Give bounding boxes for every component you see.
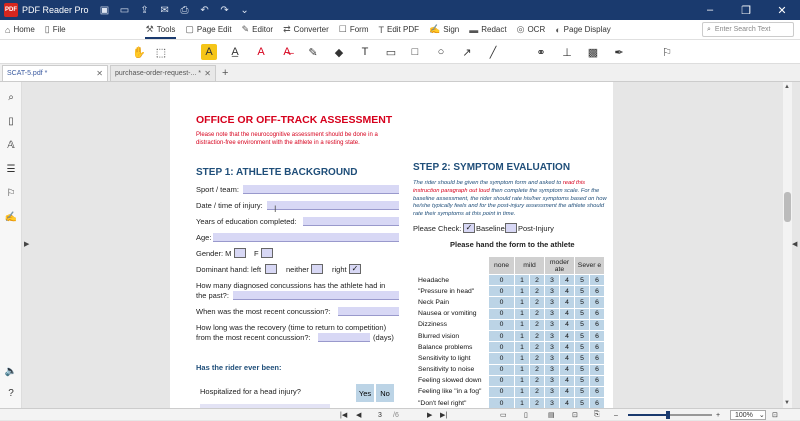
symptom-score-5[interactable]: 5 [575,353,590,364]
symptom-score-6[interactable]: 6 [590,275,605,286]
symptom-label: Balance problems [416,342,489,353]
tab-form[interactable] [334,20,374,40]
days-label: (days) [373,333,394,342]
symptom-row [416,398,605,408]
symptom-score-4[interactable]: 4 [560,398,575,408]
fit-width-icon[interactable]: ⊡ [572,412,578,419]
recent-field[interactable] [338,307,399,316]
symptom-score-0[interactable]: 0 [489,375,515,386]
symptom-score-5[interactable]: 5 [575,319,590,330]
symptom-score-0[interactable]: 0 [489,386,515,397]
menu-bar [0,20,800,40]
concussions-label-2: the past?: [196,291,229,300]
menu-home-label: Home [13,25,35,34]
hand-right-label: right [332,265,347,274]
symptom-score-2[interactable]: 2 [530,330,545,341]
intro-red: read this instruction paragraph out loud [413,180,586,194]
edit-pdf-icon: T [378,24,384,35]
page-title: OFFICE OR OFF-TRACK ASSESSMENT [196,114,393,126]
symptom-col-header: none [489,257,515,275]
symptom-score-2[interactable]: 2 [530,398,545,408]
symptom-score-2[interactable]: 2 [530,342,545,353]
tab-page-edit[interactable] [180,20,236,40]
age-label: Age: [196,233,212,242]
symptom-score-4[interactable]: 4 [560,364,575,375]
bookmark-icon[interactable]: ⚐ [6,187,16,199]
date-label: Date / time of injury: [196,201,263,210]
tab-label: Form [349,25,369,34]
symptom-score-1[interactable]: 1 [515,275,530,286]
symptom-label: Neck Pain [416,297,489,308]
symptom-row [416,330,605,341]
symptom-score-5[interactable]: 5 [575,286,590,297]
image-icon[interactable]: ▩ [587,46,599,59]
symptom-label: "Pressure in head" [416,286,489,297]
symptom-score-3[interactable]: 3 [545,319,560,330]
recovery-label: How long was the recovery (time to return to competition) [196,323,387,332]
symptom-score-1[interactable]: 1 [515,286,530,297]
signature-icon[interactable]: ✒ [614,46,624,59]
last-page-icon[interactable]: ▶| [440,412,448,419]
scroll-up-icon[interactable]: ▲ [784,84,790,90]
symptom-label: "Don't feel right" [416,398,489,408]
line-icon[interactable]: ╱ [489,46,497,59]
app-title: PDF Reader Pro [22,5,89,15]
zoom-slider-fill [628,414,668,416]
scroll-view-icon[interactable]: ▤ [548,412,555,419]
symptom-score-3[interactable]: 3 [545,386,560,397]
search-icon[interactable]: ⌕ [8,91,14,103]
export-icon[interactable]: ⎘ [594,411,600,418]
help-icon[interactable]: ? [8,387,14,399]
single-page-icon[interactable]: ▭ [500,412,507,419]
symptom-score-1[interactable]: 1 [515,375,530,386]
step2-heading: STEP 2: SYMPTOM EVALUATION [413,162,571,173]
symptom-score-6[interactable]: 6 [590,375,605,386]
symptom-col-header: Sever e [575,257,605,275]
symptom-row [416,297,605,308]
print-icon[interactable]: ⎙ [180,4,189,16]
symptom-score-5[interactable]: 5 [575,364,590,375]
tools-icon: ⚒ [145,24,154,34]
zoom-slider-thumb[interactable] [666,411,670,419]
converter-icon: ⇄ [283,24,291,34]
symptom-score-3[interactable]: 3 [545,375,560,386]
symptom-score-3[interactable]: 3 [545,297,560,308]
symptom-score-4[interactable]: 4 [560,342,575,353]
highlight-icon[interactable]: A [201,44,217,60]
symptom-score-2[interactable]: 2 [530,353,545,364]
concussions-field[interactable] [233,291,399,300]
chevron-down-icon: ⌄ [758,412,765,419]
audio-icon[interactable]: 🔈 [4,365,18,377]
symptom-score-5[interactable]: 5 [575,375,590,386]
two-page-icon[interactable]: ▯ [524,412,528,419]
tab-label: Edit PDF [386,25,419,34]
annotation-toolbar [0,40,800,64]
hospitalized-options [356,384,396,402]
tab-page-display[interactable] [550,20,616,40]
years-label: Years of education completed: [196,217,297,226]
zoom-select[interactable] [730,410,766,420]
symptom-score-4[interactable]: 4 [560,308,575,319]
symptom-intro [413,180,611,219]
circle-icon[interactable]: ○ [437,46,445,58]
menu-home[interactable] [0,20,40,40]
tab-redact[interactable] [464,20,511,40]
symptom-row [416,386,605,397]
symptom-score-2[interactable]: 2 [530,364,545,375]
chevron-down-icon[interactable]: ⌄ [240,4,249,16]
recovery-label-2: from the most recent concussion?: [196,333,311,342]
minimize-icon[interactable]: – [706,4,714,16]
symptom-score-2[interactable]: 2 [530,319,545,330]
symptom-score-0[interactable]: 0 [489,330,515,341]
symptom-score-2[interactable]: 2 [530,386,545,397]
arrow-icon[interactable]: ↗ [462,46,472,59]
sport-field[interactable] [243,185,399,194]
tab-edit-pdf[interactable] [373,20,424,40]
gender-f-checkbox[interactable] [261,248,273,258]
symptom-score-1[interactable]: 1 [515,297,530,308]
zoom-in-icon[interactable]: + [716,411,721,419]
symptom-score-1[interactable]: 1 [515,386,530,397]
page-edit-icon: ▢ [185,24,194,34]
symptom-score-2[interactable]: 2 [530,375,545,386]
redact-icon: ▬ [469,24,479,35]
tab-tools[interactable] [141,20,181,40]
baseline-checkbox[interactable]: ✓ [463,223,475,233]
symptom-score-1[interactable]: 1 [515,398,530,408]
note-icon[interactable]: ▭ [385,46,397,59]
undo-icon[interactable]: ↶ [200,4,209,16]
save-icon[interactable]: ▣ [99,4,110,16]
age-field[interactable] [213,233,399,242]
symptom-score-4[interactable]: 4 [560,297,575,308]
symptom-score-2[interactable]: 2 [530,308,545,319]
gender-label: Gender: M [196,249,232,258]
outline-icon[interactable]: 𝔸 [7,139,15,151]
symptom-score-3[interactable]: 3 [545,308,560,319]
symptom-score-3[interactable]: 3 [545,364,560,375]
menu-file[interactable] [40,20,71,40]
symptom-score-0[interactable]: 0 [489,286,515,297]
symptom-col-header: mild [515,257,545,275]
symptom-col-header [416,257,489,275]
symptom-score-5[interactable]: 5 [575,398,590,408]
baseline-label: Baseline [476,224,505,233]
symptom-score-3[interactable]: 3 [545,286,560,297]
zoom-out-icon[interactable]: – [614,411,618,419]
doc-tab-label: SCAT-5.pdf * [7,70,48,77]
intro-text: The rider should be given the symptom form and asked to [413,180,563,186]
expand-left-icon[interactable]: ▶ [24,241,30,248]
symptom-row [416,353,605,364]
tab-label: Redact [481,25,507,34]
symptom-label: Feeling slowed down [416,375,489,386]
current-page[interactable]: 3 [378,411,382,419]
symptom-score-3[interactable]: 3 [545,275,560,286]
symptom-label: Sensitivity to noise [416,364,489,375]
symptom-score-1[interactable]: 1 [515,308,530,319]
select-icon[interactable]: ⬚ [155,46,167,59]
intro-text-2: then complete the symptom scale. For the baseline assessment, the rider should rate his/her symptoms based on how he/she typically feels and for the post-injury assessment the athlete should rate their symptoms at this point in time. [413,187,607,218]
symptom-row [416,286,605,297]
editor-icon: ✎ [241,24,250,34]
tab-ocr[interactable] [512,20,551,40]
symptom-score-4[interactable]: 4 [560,330,575,341]
scroll-thumb[interactable] [784,192,791,222]
page-total: /6 [393,411,399,419]
symptom-score-5[interactable]: 5 [575,330,590,341]
symptom-score-5[interactable]: 5 [575,308,590,319]
tab-label: Page Edit [196,25,232,34]
app-logo: PDF [4,3,18,17]
doc-tab-label: purchase-order-request-... * [115,70,201,77]
symptom-score-1[interactable]: 1 [515,364,530,375]
link-icon[interactable]: ⚭ [536,46,546,59]
hand-icon[interactable]: ✋ [132,46,146,59]
vertical-scrollbar[interactable] [783,82,792,408]
symptom-table-header [416,257,605,275]
eraser-icon[interactable]: ◆ [334,46,344,59]
symptom-row [416,275,605,286]
recent-label: When was the most recent concussion?: [196,307,331,316]
sign-icon: ✍ [429,24,441,34]
file-icon: ▯ [44,24,50,34]
post-injury-label: Post-Injury [518,224,554,233]
scroll-down-icon[interactable]: ▼ [784,400,790,406]
doc-tab[interactable] [110,65,216,81]
gender-m-checkbox[interactable] [234,248,246,258]
symptom-score-0[interactable]: 0 [489,398,515,408]
symptom-score-4[interactable]: 4 [560,353,575,364]
sport-label: Sport / team: [196,185,239,194]
symptom-score-0[interactable]: 0 [489,319,515,330]
rider-heading: Has the rider ever been: [196,363,282,372]
share-icon[interactable]: ⇪ [140,4,149,16]
close-icon[interactable]: ✕ [204,69,211,78]
pdf-page [170,82,613,408]
mail-icon[interactable]: ✉ [160,4,169,16]
tab-label: Page Display [563,25,611,34]
doc-tab-active[interactable] [2,65,108,81]
folder-icon[interactable]: ▭ [119,4,130,16]
hand-neither-label: neither [286,265,309,274]
tab-label: Converter [293,25,329,34]
concussions-label: How many diagnosed concussions has the athlete had in [196,281,386,290]
form-icon: ☐ [338,24,347,34]
symptom-score-2[interactable]: 2 [530,297,545,308]
hand-left-checkbox[interactable] [265,264,277,274]
symptom-score-6[interactable]: 6 [590,308,605,319]
left-sidebar [0,82,22,408]
symptom-score-5[interactable]: 5 [575,275,590,286]
date-field[interactable] [267,201,399,210]
symptom-score-6[interactable]: 6 [590,330,605,341]
restore-icon[interactable]: ❐ [741,4,751,17]
symptom-label: Nausea or vomiting [416,308,489,319]
text-icon[interactable]: T [361,46,369,58]
first-page-icon[interactable]: |◀ [340,412,348,419]
squiggly-icon[interactable]: A [257,46,265,58]
symptom-label: Headache [416,275,489,286]
symptom-score-2[interactable]: 2 [530,275,545,286]
years-field[interactable] [303,217,399,226]
symptom-score-2[interactable]: 2 [530,286,545,297]
close-icon[interactable]: ✕ [96,69,103,78]
hand-form-instruction: Please hand the form to the athlete [450,240,575,249]
symptom-score-4[interactable]: 4 [560,386,575,397]
tab-sign[interactable] [424,20,464,40]
hand-neither-checkbox[interactable] [311,264,323,274]
tab-label: Tools [156,25,176,34]
rectangle-icon[interactable]: □ [411,46,419,58]
symptom-score-5[interactable]: 5 [575,342,590,353]
bookmark-icon[interactable]: ⚐ [662,46,672,59]
symptom-row [416,308,605,319]
symptom-score-1[interactable]: 1 [515,319,530,330]
symptom-label: Blurred vision [416,330,489,341]
tab-label: Sign [443,25,460,34]
symptom-label: Sensitivity to light [416,353,489,364]
strikeout-icon[interactable]: A̶ [283,46,291,58]
symptom-score-3[interactable]: 3 [545,398,560,408]
underline-icon[interactable]: A̲ [231,46,239,58]
dominant-hand-label: Dominant hand: left [196,265,262,274]
symptom-score-6[interactable]: 6 [590,398,605,408]
close-icon[interactable]: ✕ [777,4,787,17]
hospitalized-label: Hospitalized for a head injury? [200,387,301,396]
symptom-score-0[interactable]: 0 [489,275,515,286]
symptom-score-4[interactable]: 4 [560,375,575,386]
tab-editor[interactable] [237,20,278,40]
symptom-score-0[interactable]: 0 [489,364,515,375]
stamp-icon[interactable]: ⊥ [562,46,572,59]
symptom-score-4[interactable]: 4 [560,319,575,330]
symptom-score-6[interactable]: 6 [590,386,605,397]
symptom-score-6[interactable]: 6 [590,353,605,364]
symptom-score-4[interactable]: 4 [560,286,575,297]
search-icon: ⌕ [707,25,711,33]
text-cursor-icon: I [274,204,277,214]
expand-right-icon[interactable]: ◀ [792,241,798,248]
ocr-icon: ◎ [516,24,525,34]
symptom-score-0[interactable]: 0 [489,342,515,353]
symptom-row [416,342,605,353]
symptom-row [416,375,605,386]
symptom-label: Dizziness [416,319,489,330]
hospitalized-yes[interactable]: Yes [356,384,376,402]
symptom-table [415,256,605,408]
search-input[interactable] [702,22,794,37]
tab-label: OCR [527,25,546,34]
prev-page-icon[interactable]: ◀ [356,412,362,419]
tab-converter[interactable] [278,20,334,40]
symptom-col-header: moder ate [545,257,575,275]
title-bar [0,0,800,20]
page-display-icon: ◐ [555,24,561,35]
signature-icon[interactable]: ✍ [4,211,18,223]
tab-label: Editor [252,25,274,34]
recovery-field[interactable] [318,333,370,342]
menu-file-label: File [52,25,66,34]
search-placeholder: Enter Search Text [714,26,771,33]
assessment-note: Please note that the neurocognitive assessment should be done in a distraction-free environment with the athlete in a resting state. [196,132,378,146]
hospitalized-no[interactable]: No [376,384,396,402]
symptom-score-1[interactable]: 1 [515,330,530,341]
symptom-score-0[interactable]: 0 [489,297,515,308]
symptom-score-6[interactable]: 6 [590,319,605,330]
thumbnails-icon[interactable]: ▯ [8,115,14,127]
symptom-score-0[interactable]: 0 [489,308,515,319]
symptom-score-0[interactable]: 0 [489,353,515,364]
symptom-score-6[interactable]: 6 [590,286,605,297]
fit-page-icon[interactable]: ⊡ [772,412,778,419]
symptom-score-6[interactable]: 6 [590,364,605,375]
add-tab-icon[interactable]: + [222,67,229,79]
next-page-icon[interactable]: ▶ [427,412,433,419]
home-icon: ⌂ [5,24,11,35]
document-tabs [0,64,800,82]
hand-right-checkbox[interactable]: ✓ [349,264,361,274]
step1-heading: STEP 1: ATHLETE BACKGROUND [196,167,358,178]
please-check-label: Please Check: [413,224,462,233]
symptom-score-5[interactable]: 5 [575,297,590,308]
status-bar [0,408,800,420]
symptom-score-1[interactable]: 1 [515,342,530,353]
redo-icon[interactable]: ↷ [220,4,229,16]
zoom-value: 100% [735,411,753,419]
symptom-score-3[interactable]: 3 [545,330,560,341]
pen-icon[interactable]: ✎ [308,46,318,59]
symptom-score-6[interactable]: 6 [590,342,605,353]
symptom-row [416,364,605,375]
symptom-label: Feeling like "in a fog" [416,386,489,397]
post-injury-checkbox[interactable] [505,223,517,233]
symptom-score-6[interactable]: 6 [590,297,605,308]
symptom-score-4[interactable]: 4 [560,275,575,286]
symptom-score-1[interactable]: 1 [515,353,530,364]
symptom-row [416,319,605,330]
symptom-score-3[interactable]: 3 [545,353,560,364]
symptom-score-5[interactable]: 5 [575,386,590,397]
gender-f-label: F [254,249,259,258]
list-icon[interactable]: ☰ [6,163,16,175]
symptom-score-3[interactable]: 3 [545,342,560,353]
